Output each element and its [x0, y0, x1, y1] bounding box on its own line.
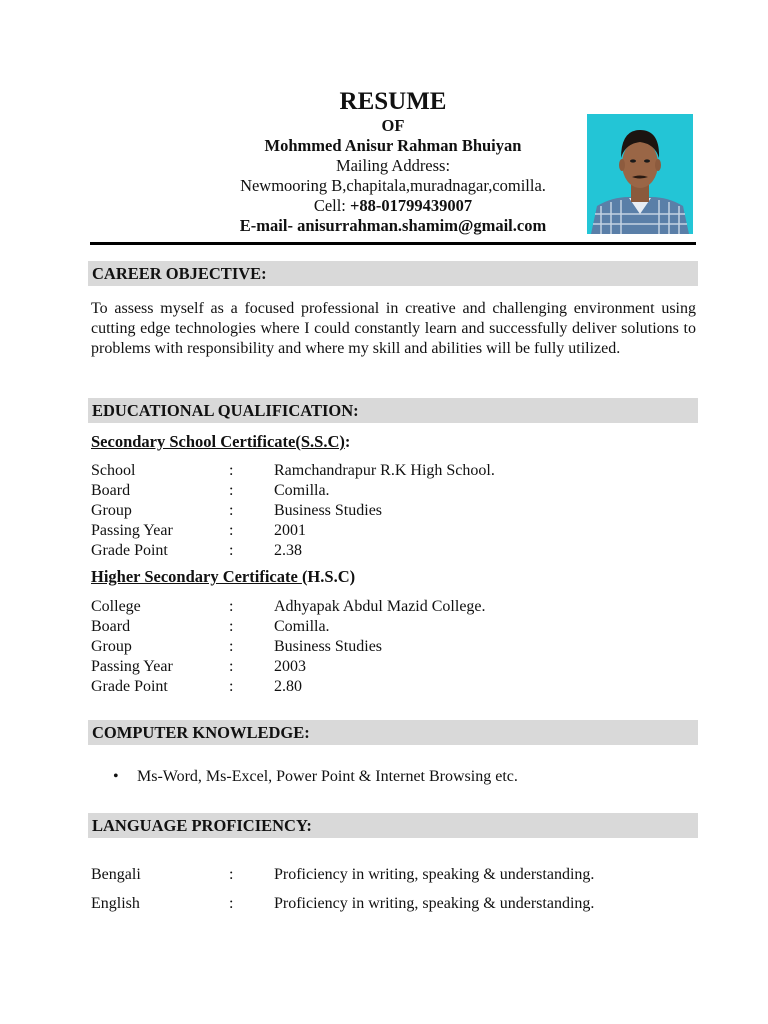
- hsc-title: Higher Secondary Certificate: [91, 567, 302, 586]
- cell-label: Cell:: [313, 196, 346, 215]
- language-name: English: [91, 895, 140, 912]
- ssc-title: Secondary School Certificate(S.S.C): [91, 432, 345, 451]
- ssc-sep: :: [229, 482, 234, 499]
- ssc-details: [91, 461, 696, 561]
- hsc-details: [91, 597, 696, 697]
- language-proficiency: Proficiency in writing, speaking & understanding.: [274, 866, 595, 883]
- hsc-sep: :: [229, 638, 234, 655]
- hsc-key: Group: [91, 638, 132, 655]
- hsc-value: Adhyapak Abdul Mazid College.: [274, 598, 486, 615]
- hsc-sep: :: [229, 618, 234, 635]
- hsc-row-board: [91, 617, 696, 637]
- education-heading: EDUCATIONAL QUALIFICATION:: [88, 398, 698, 423]
- hsc-sep: :: [229, 598, 234, 615]
- language-sep: :: [229, 866, 234, 883]
- ssc-heading: [91, 432, 350, 452]
- hsc-value: Comilla.: [274, 618, 330, 635]
- hsc-title-suffix: (H.S.C): [301, 567, 356, 586]
- language-sep: :: [229, 895, 234, 912]
- ssc-value: 2001: [274, 522, 306, 539]
- hsc-row-college: [91, 597, 696, 617]
- hsc-key: Board: [91, 618, 131, 635]
- header-divider: [90, 242, 696, 245]
- hsc-value: 2003: [274, 658, 306, 675]
- ssc-value: 2.38: [274, 542, 302, 559]
- hsc-key: Grade Point: [91, 678, 168, 695]
- ssc-title-suffix: :: [344, 432, 351, 451]
- hsc-row-grade-point: [91, 677, 696, 697]
- ssc-key: Grade Point: [91, 542, 168, 559]
- hsc-value: Business Studies: [274, 638, 383, 655]
- candidate-name: Mohmmed Anisur Rahman Bhuiyan: [264, 136, 522, 155]
- language-name: Bengali: [91, 866, 141, 883]
- hsc-row-group: [91, 637, 696, 657]
- ssc-key: School: [91, 462, 136, 479]
- hsc-value: 2.80: [274, 678, 302, 695]
- language-heading: LANGUAGE PROFICIENCY:: [88, 813, 698, 838]
- mailing-address-label: Mailing Address:: [335, 156, 451, 175]
- ssc-value: Business Studies: [274, 502, 383, 519]
- ssc-sep: :: [229, 522, 234, 539]
- computer-knowledge-item: [113, 767, 518, 787]
- career-objective-text: To assess myself as a focused professional in creative and challenging environment using cutting edge technologies where I could constantly learn and successfully deliver solutions to problems with responsibility and where my skill and abilities will be fully utilized.: [91, 300, 696, 357]
- career-objective-heading: CAREER OBJECTIVE:: [88, 261, 698, 286]
- hsc-heading: [91, 567, 355, 587]
- language-proficiency: Proficiency in writing, speaking & understanding.: [274, 895, 595, 912]
- cell-number: +88-01799439007: [350, 196, 473, 215]
- ssc-sep: :: [229, 502, 234, 519]
- computer-knowledge-text: Ms-Word, Ms-Excel, Power Point & Internet Browsing etc.: [137, 768, 518, 785]
- resume-title: RESUME: [339, 88, 447, 115]
- ssc-value: Ramchandrapur R.K High School.: [274, 462, 495, 479]
- ssc-row-grade-point: [91, 541, 696, 561]
- mailing-address: Newmooring B,chapitala,muradnagar,comilla.: [240, 176, 546, 195]
- bullet-icon: •: [113, 768, 119, 785]
- ssc-sep: :: [229, 462, 234, 479]
- hsc-key: Passing Year: [91, 658, 173, 675]
- computer-knowledge-heading: COMPUTER KNOWLEDGE:: [88, 720, 698, 745]
- hsc-row-passing-year: [91, 657, 696, 677]
- ssc-row-passing-year: [91, 521, 696, 541]
- ssc-row-group: [91, 501, 696, 521]
- email-line: E-mail- anisurrahman.shamim@gmail.com: [239, 216, 547, 235]
- ssc-value: Comilla.: [274, 482, 330, 499]
- profile-photo-image: [587, 114, 693, 234]
- ssc-row-school: [91, 461, 696, 481]
- ssc-sep: :: [229, 542, 234, 559]
- ssc-key: Passing Year: [91, 522, 173, 539]
- profile-photo: [587, 114, 693, 234]
- hsc-key: College: [91, 598, 141, 615]
- ssc-key: Board: [91, 482, 131, 499]
- ssc-key: Group: [91, 502, 132, 519]
- ssc-row-board: [91, 481, 696, 501]
- hsc-sep: :: [229, 658, 234, 675]
- hsc-sep: :: [229, 678, 234, 695]
- resume-of: OF: [381, 116, 405, 135]
